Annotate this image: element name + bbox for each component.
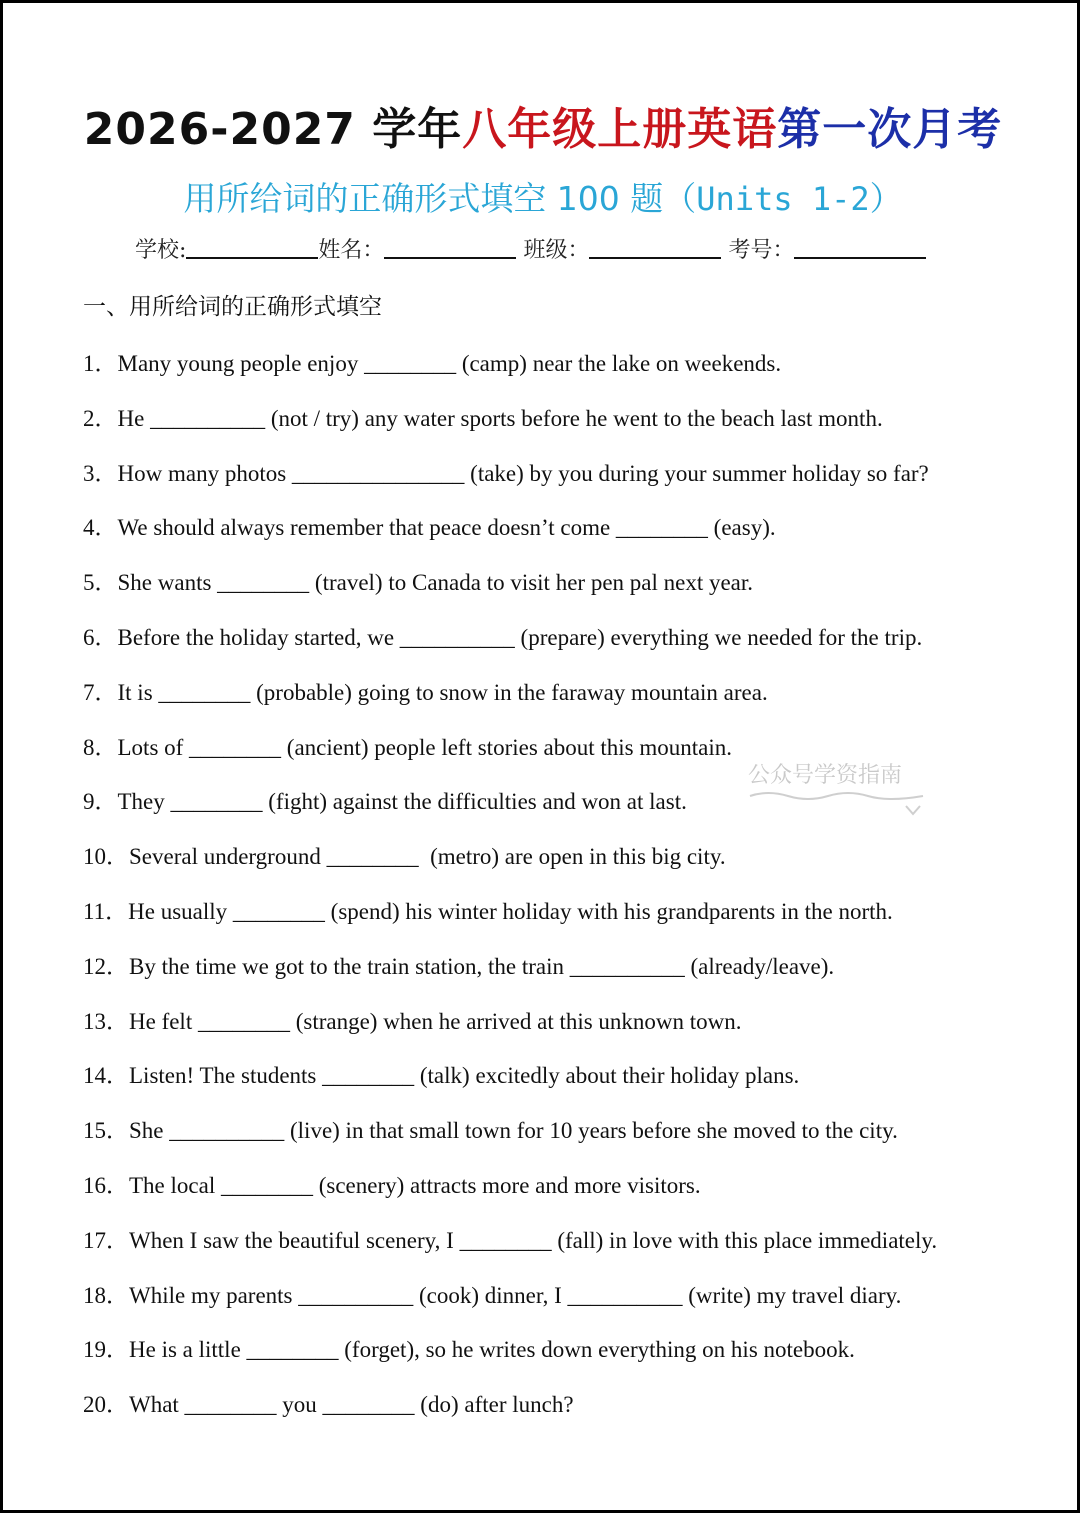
question-item [83, 948, 834, 981]
question-number: 10． [83, 844, 129, 870]
question-number: 7． [83, 679, 118, 705]
question-number: 9． [83, 789, 118, 815]
question-number: 19． [83, 1337, 129, 1363]
watermark: 公众号学资指南 [748, 763, 903, 788]
question-number: 5． [83, 570, 118, 596]
question-item [83, 1386, 574, 1419]
question-item [83, 729, 732, 762]
question-text: Listen! The students ________ (talk) excitedly about their holiday plans. [129, 1063, 800, 1089]
question-number: 4． [83, 515, 118, 541]
question-number: 18． [83, 1282, 129, 1308]
question-text: What ________ you ________ (do) after lunch? [129, 1392, 574, 1418]
question-text: Lots of ________ (ancient) people left stories about this mountain. [117, 734, 732, 760]
question-number: 2． [83, 405, 118, 431]
subtitle-close: ） [869, 179, 903, 218]
subtitle-text: 用所给词的正确形式填空 100 题（ [183, 179, 697, 218]
question-text: He __________ (not / try) any water sports before he went to the beach last month. [117, 405, 883, 431]
student-info-row [135, 233, 926, 264]
question-item [83, 1222, 937, 1255]
question-number: 6． [83, 625, 118, 650]
question-item [83, 400, 883, 433]
question-item [83, 345, 781, 378]
question-text: She wants ________ (travel) to Canada to visit her pen pal next year. [117, 570, 754, 596]
question-number: 16． [83, 1173, 129, 1198]
question-number: 1． [83, 351, 118, 376]
question-item [83, 1167, 701, 1200]
question-number: 14． [83, 1063, 129, 1089]
question-text: He is a little ________ (forget), so he writes down everything on his notebook. [129, 1337, 855, 1363]
question-text: By the time we got to the train station, the train __________ (already/leave). [129, 953, 835, 979]
question-text: She __________ (live) in that small town for 10 years before she moved to the city. [129, 1118, 898, 1144]
question-item [83, 1003, 742, 1036]
question-item [83, 783, 687, 816]
question-item [83, 674, 768, 707]
question-text: When I saw the beautiful scenery, I ________ (fall) in love with this place immediately. [129, 1227, 938, 1253]
school-blank[interactable] [186, 235, 318, 259]
title-grade: 八年级上册英语 [462, 104, 778, 155]
subtitle-units: Units 1-2 [696, 180, 870, 218]
question-number: 17． [83, 1227, 129, 1253]
question-text: They ________ (fight) against the difficulties and won at last. [117, 789, 687, 815]
question-text: Many young people enjoy ________ (camp) near the lake on weekends. [117, 351, 782, 376]
question-item [83, 1112, 898, 1145]
question-text: We should always remember that peace doesn’t come ________ (easy). [117, 515, 776, 541]
question-item [83, 455, 929, 488]
title-year: 2026-2027 学年 [83, 104, 463, 155]
question-text: Before the holiday started, we __________ (prepare) everything we needed for the trip. [117, 625, 923, 650]
question-number: 3． [83, 460, 118, 486]
question-item [83, 1277, 901, 1310]
question-text: How many photos _______________ (take) by you during your summer holiday so far? [117, 460, 929, 486]
question-number: 20． [83, 1392, 129, 1418]
question-number: 15． [83, 1118, 129, 1144]
watermark-wave-icon [748, 788, 928, 818]
school-label: 学校: [135, 238, 187, 263]
question-item [83, 509, 776, 542]
question-number: 8． [83, 734, 118, 760]
page-title [3, 93, 1080, 157]
question-item [83, 1331, 855, 1364]
name-label: 姓名： [318, 238, 385, 263]
question-item [83, 893, 893, 926]
exam-no-blank[interactable] [794, 235, 926, 259]
exam-no-label: 考号： [728, 238, 795, 263]
question-item [83, 619, 922, 652]
question-text: It is ________ (probable) going to snow in the faraway mountain area. [117, 679, 768, 705]
question-number: 12． [83, 953, 129, 979]
question-text: He usually ________ (spend) his winter holiday with his grandparents in the north. [128, 899, 893, 924]
section-title: 一、用所给词的正确形式填空 [83, 294, 382, 320]
question-number: 11． [83, 899, 129, 924]
name-blank[interactable] [384, 235, 516, 259]
page-subtitle [3, 173, 1080, 220]
title-exam: 第一次月考 [777, 104, 1003, 155]
question-text: The local ________ (scenery) attracts more and more visitors. [129, 1173, 701, 1198]
question-text: Several underground ________ (metro) are open in this big city. [129, 844, 726, 870]
question-item [83, 564, 753, 597]
question-text: While my parents __________ (cook) dinner, I __________ (write) my travel diary. [129, 1282, 902, 1308]
question-text: He felt ________ (strange) when he arrived at this unknown town. [129, 1008, 742, 1034]
question-number: 13． [83, 1008, 129, 1034]
question-item [83, 838, 726, 871]
class-blank[interactable] [589, 235, 721, 259]
question-item [83, 1057, 799, 1090]
class-label: 班级： [523, 238, 590, 263]
